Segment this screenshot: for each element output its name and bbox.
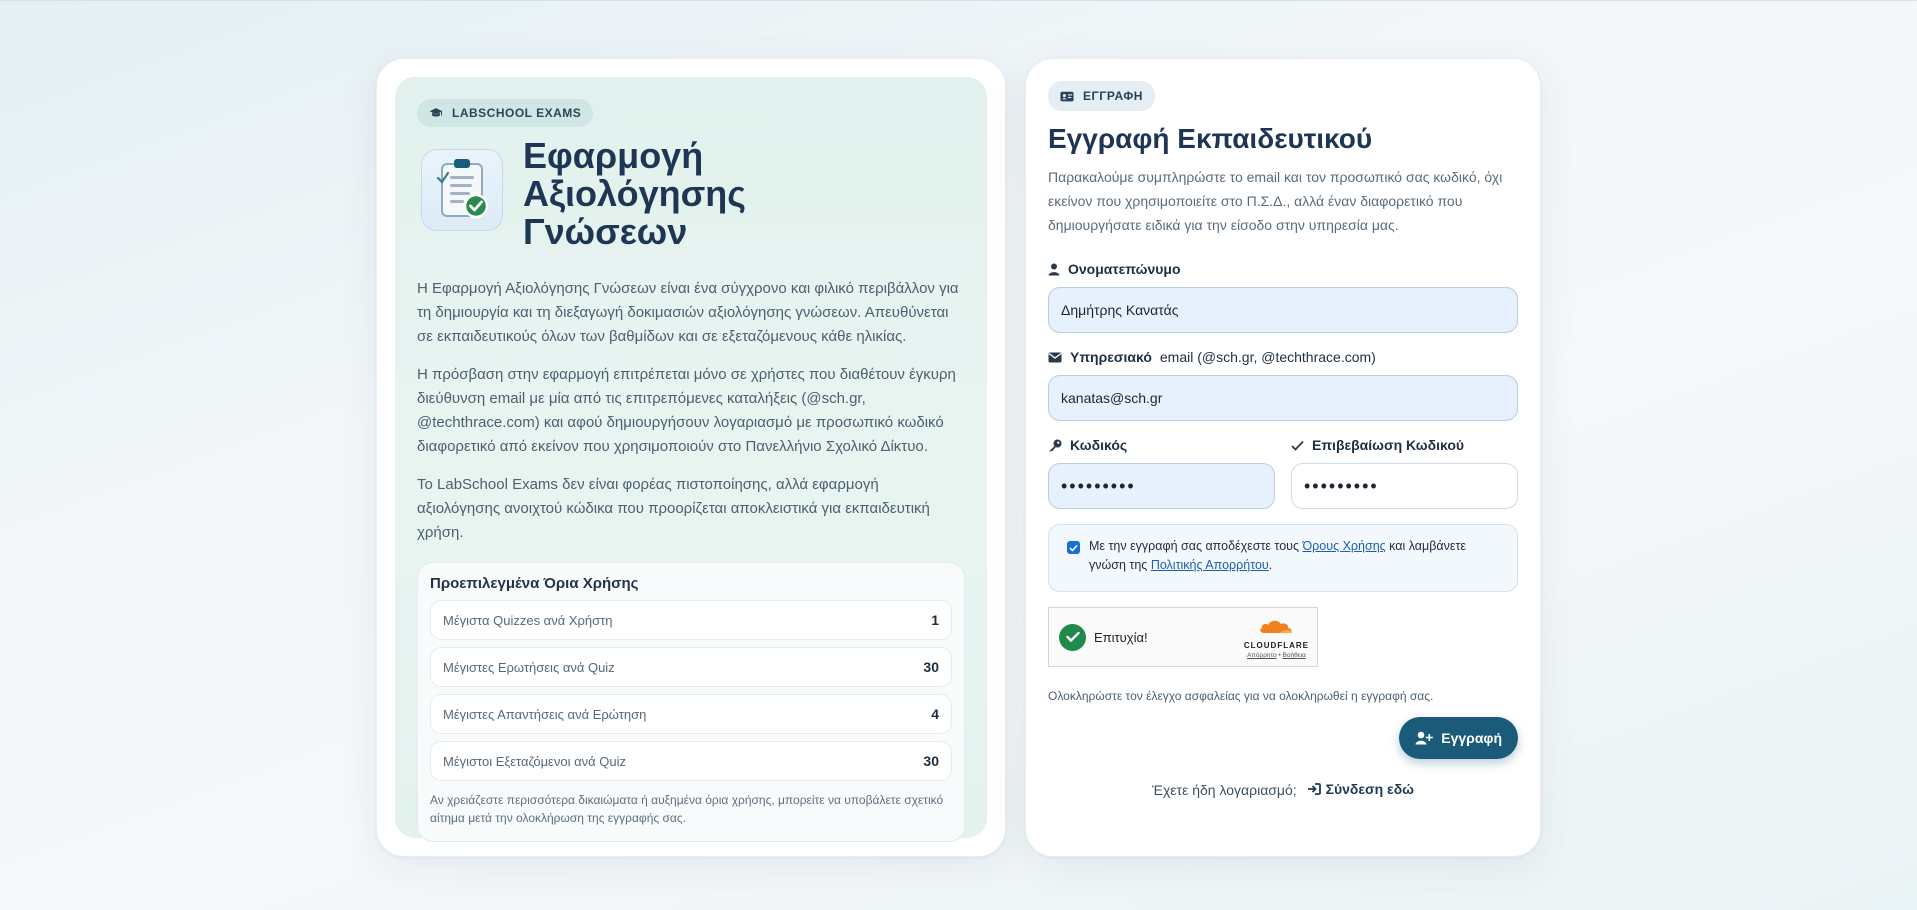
full-name-input[interactable] xyxy=(1048,287,1518,333)
registration-title: Εγγραφή Εκπαιδευτικού xyxy=(1048,123,1373,154)
user-plus-icon xyxy=(1415,731,1433,745)
email-label xyxy=(1048,349,1518,365)
limit-value: 4 xyxy=(931,706,939,722)
confirm-password-input[interactable] xyxy=(1291,463,1518,509)
info-card xyxy=(376,58,1006,857)
limit-value: 1 xyxy=(931,612,939,628)
access-paragraph: Η πρόσβαση στην εφαρμογή επιτρέπεται μόνο σε χρήστες που διαθέτουν έγκυρη διεύθυνση email με μία από τις επιτρεπόμενες καταλήξεις (@sch.gr, @techthrace.com) και αφού δημιουργήσουν λογαριασμό με προσωπικό κωδικό διαφορετικό από εκείνον που χρησιμοποιούν στο Πανελλήνιο Σχολικό Δίκτυο. xyxy=(417,366,956,455)
limit-row xyxy=(430,647,952,687)
password-row xyxy=(1048,437,1518,509)
graduation-cap-icon xyxy=(429,107,443,119)
confirm-password-label xyxy=(1291,437,1518,453)
limit-label: Μέγιστες Ερωτήσεις ανά Quiz xyxy=(443,659,615,675)
password-label xyxy=(1048,437,1275,453)
limit-row xyxy=(430,694,952,734)
limit-label: Μέγιστα Quizzes ανά Χρήστη xyxy=(443,612,613,628)
labschool-badge xyxy=(417,99,593,127)
limit-row xyxy=(430,600,952,640)
email-label-bold: Υπηρεσιακό xyxy=(1070,349,1152,365)
registration-description: Παρακαλούμε συμπληρώστε το email και τον προσωπικό σας κωδικό, όχι εκείνον που χρησιμοποιείτε στο Π.Σ.Δ., αλλά έναν διαφορετικό που δημιουργήσατε ειδικά για την είσοδο στην υπηρεσία μας. xyxy=(1048,169,1503,233)
captcha-status: Επιτυχία! xyxy=(1094,629,1148,645)
limit-label: Μέγιστες Απαντήσεις ανά Ερώτηση xyxy=(443,706,647,722)
cloudflare-help-link[interactable]: Βοήθεια xyxy=(1282,652,1306,659)
name-group xyxy=(1048,261,1518,333)
envelope-icon xyxy=(1048,352,1062,363)
terms-checkbox[interactable] xyxy=(1067,541,1080,554)
captcha-widget[interactable] xyxy=(1048,607,1318,667)
email-label-rest: email (@sch.gr, @techthrace.com) xyxy=(1159,349,1376,365)
terms-box xyxy=(1048,524,1518,592)
hero xyxy=(417,137,965,251)
privacy-policy-link[interactable]: Πολιτικής Απορρήτου xyxy=(1150,558,1269,572)
registration-card xyxy=(1025,58,1541,857)
login-link[interactable] xyxy=(1307,781,1414,797)
submit-wrap xyxy=(1048,717,1518,759)
terms-text-middle: και λαμβάνετε γνώση της xyxy=(1089,539,1466,572)
limits-note: Αν χρειάζεστε περισσότερα δικαιώματα ή αυξημένα όρια χρήσης, μπορείτε να υποβάλετε σχετικό αίτημα μετά την ολοκλήρωση της εγγραφής σας. xyxy=(430,793,944,825)
login-line xyxy=(1048,781,1518,798)
key-icon xyxy=(1048,439,1062,452)
user-icon xyxy=(1048,263,1060,276)
login-link-label: Σύνδεση εδώ xyxy=(1325,781,1415,797)
cloudflare-link-separator: • xyxy=(1278,652,1281,659)
sign-in-icon xyxy=(1307,783,1321,795)
confirm-password-label-text: Επιβεβαίωση Κωδικού xyxy=(1312,437,1465,453)
email-group xyxy=(1048,349,1518,421)
password-group xyxy=(1048,437,1275,509)
limit-row xyxy=(430,741,952,781)
cloudflare-privacy-link[interactable]: Απόρρητο xyxy=(1247,652,1277,659)
labschool-badge-label: LABSCHOOL EXAMS xyxy=(452,106,582,120)
confirm-password-group xyxy=(1291,437,1518,509)
terms-text-suffix: . xyxy=(1268,558,1273,572)
usage-limits-box xyxy=(417,562,965,842)
password-label-text: Κωδικός xyxy=(1070,437,1128,453)
name-label xyxy=(1048,261,1518,277)
disclaimer-paragraph: Το LabSchool Exams δεν είναι φορέας πιστοποίησης, αλλά εφαρμογή αξιολόγησης ανοιχτού κώδικα που προορίζεται αποκλειστικά για εκπαιδευτική χρήση. xyxy=(417,476,930,541)
name-label-text: Ονοματεπώνυμο xyxy=(1068,261,1181,277)
checkmark-icon xyxy=(1069,544,1078,552)
terms-text-prefix: Με την εγγραφή σας αποδέχεστε τους xyxy=(1089,539,1300,553)
id-card-icon xyxy=(1060,91,1074,102)
intro-paragraph: Η Εφαρμογή Αξιολόγησης Γνώσεων είναι ένα σύγχρονο και φιλικό περιβάλλον για τη δημιουργία και τη διεξαγωγή δοκιμασιών αξιολόγησης γνώσεων. Απευθύνεται σε εκπαιδευτικούς όλων των βαθμίδων και σε εξεταζόμενους κάθε ηλικίας. xyxy=(417,280,959,345)
success-check-icon xyxy=(1059,624,1086,651)
cloudflare-wordmark: CLOUDFLARE xyxy=(1243,641,1309,650)
app-title: Εφαρμογή Αξιολόγησης Γνώσεων xyxy=(523,135,746,252)
register-button[interactable] xyxy=(1399,717,1518,759)
usage-limits-title: Προεπιλεγμένα Όρια Χρήσης xyxy=(430,575,639,592)
register-button-label: Εγγραφή xyxy=(1441,730,1502,746)
limit-value: 30 xyxy=(923,753,939,769)
cloudflare-cloud-icon xyxy=(1258,618,1294,634)
limit-value: 30 xyxy=(923,659,939,675)
top-divider xyxy=(0,0,1917,1)
login-prompt: Έχετε ήδη λογαριασμό; xyxy=(1151,782,1297,798)
clipboard-check-icon xyxy=(421,149,503,231)
cloudflare-branding xyxy=(1244,618,1309,659)
limit-label: Μέγιστοι Εξεταζόμενοι ανά Quiz xyxy=(443,753,626,769)
cloudflare-links xyxy=(1244,652,1309,659)
info-panel xyxy=(395,77,987,838)
registration-badge-label: ΕΓΓΡΑΦΗ xyxy=(1083,89,1143,103)
security-hint: Ολοκληρώστε τον έλεγχο ασφαλείας για να ολοκληρωθεί η εγγραφή σας. xyxy=(1048,689,1434,703)
terms-of-use-link[interactable]: Όρους Χρήσης xyxy=(1302,539,1386,553)
check-icon xyxy=(1291,440,1304,451)
registration-badge xyxy=(1048,81,1155,111)
email-input[interactable] xyxy=(1048,375,1518,421)
password-input[interactable] xyxy=(1048,463,1275,509)
